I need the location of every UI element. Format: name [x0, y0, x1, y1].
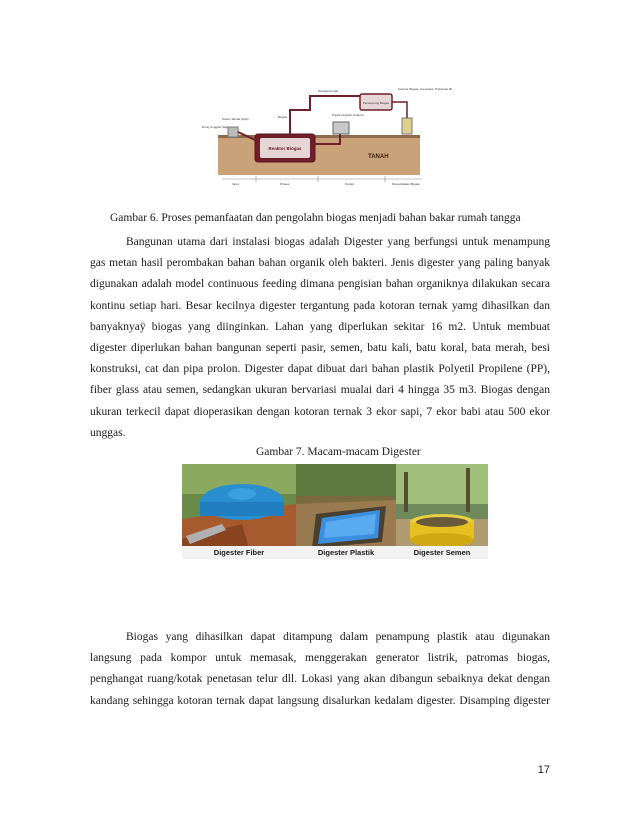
digester-fiber-label: Digester Fiber	[213, 548, 265, 557]
safety-label: Pengaman gas	[318, 89, 339, 93]
digester-plastik-photo	[296, 464, 396, 559]
paragraph-line: kontinu setiap hari. Besar kecilnya digester tergantung pada kotoran ternak yamg dihasilkan dan	[90, 299, 550, 312]
digester-fiber-photo	[182, 464, 296, 559]
reactor-label: Reaktor Biogas	[268, 146, 302, 151]
paragraph-line: banyaknyaÿ biogas yang diinginkan. Lahan yang diperlukan sekitar 16 m2. Untuk membuat	[90, 320, 550, 333]
usage-label: Pemanfaatan Biogas	[392, 182, 420, 186]
dung-label: Dung Unggas/ Sapi	[202, 125, 229, 129]
paragraph-digester	[90, 232, 550, 444]
output-label: Output	[345, 182, 355, 186]
page-number: 17	[537, 764, 550, 776]
digester-plastik-label: Digester Plastik	[317, 548, 375, 557]
paragraph-line: Biogas yang dihasilkan dapat ditampung dalam penampung plastik atau digunakan	[126, 631, 550, 643]
paragraph-line: digunakan adalah model continuous feeding dimana pengisian bahan organiknya dilakukan secara	[90, 278, 550, 291]
paragraph-line: digester diperlukan bahan bangunan seperti pasir, semen, batu kali, batu koral, bata merah, besi	[90, 342, 550, 355]
biogas-process-diagram	[200, 80, 452, 188]
paragraph-line: langsung pada kompor untuk memasak, menggerakan generator listrik, patromas biogas,	[90, 652, 550, 665]
paragraph-line: unggas.	[90, 426, 126, 439]
storage-label: Penampung Biogas	[362, 101, 390, 105]
stove-label: Kompor Biogas, Generator, Patromas dll	[398, 87, 452, 91]
fertilizer-label: Pupuk Organik (Output)	[332, 113, 364, 117]
digester-semen-label: Digester Semen	[413, 548, 471, 557]
tanah-label: TANAH	[368, 154, 389, 160]
digester-semen-photo	[396, 464, 488, 559]
paragraph-line: Bangunan utama dari instalasi biogas adalah Digester yang berfungsi untuk menampung	[126, 236, 550, 248]
input-label: Input	[232, 182, 239, 186]
biogas-small-label: Biogas	[278, 115, 288, 119]
paragraph-line: gas metan hasil perombakan bahan bahan organik oleh bakteri. Jenis digester yang paling banyak	[90, 257, 550, 270]
process-label: Proses	[280, 182, 290, 186]
paragraph-line: ukuran terkecil dapat dioperasikan dengan kotoran ternak 3 ekor sapi, 7 ekor babi atau 500 ekor	[90, 405, 550, 418]
paragraph-line: kandang sehingga kotoran ternak dapat langsung disalurkan kedalam digester. Disamping digester	[90, 694, 550, 707]
figure-7-caption: Gambar 7. Macam-macam Digester	[256, 446, 421, 458]
figure-6-caption: Gambar 6. Proses pemanfaatan dan pengolahn biogas menjadi bahan bakar rumah tangga	[110, 212, 521, 224]
paragraph-line: konstruksi, cat dan pipa prolon. Digester dapat dibuat dari bahan plastik Polyetil Propilene (PP),	[90, 363, 550, 376]
paragraph-storage	[90, 627, 550, 712]
paragraph-line: penghangat ruang/kotak penetasan telur dll. Lokasi yang akan dibangun sebaiknya dekat dengan	[90, 673, 550, 686]
paragraph-line: fiber glass atau semen, sedangkan ukuran bervariasi mualai dari 4 hingga 35 m3. Biogas dengan	[90, 384, 550, 397]
inlet-label: Kolam Tamak (inlet)	[222, 117, 249, 121]
